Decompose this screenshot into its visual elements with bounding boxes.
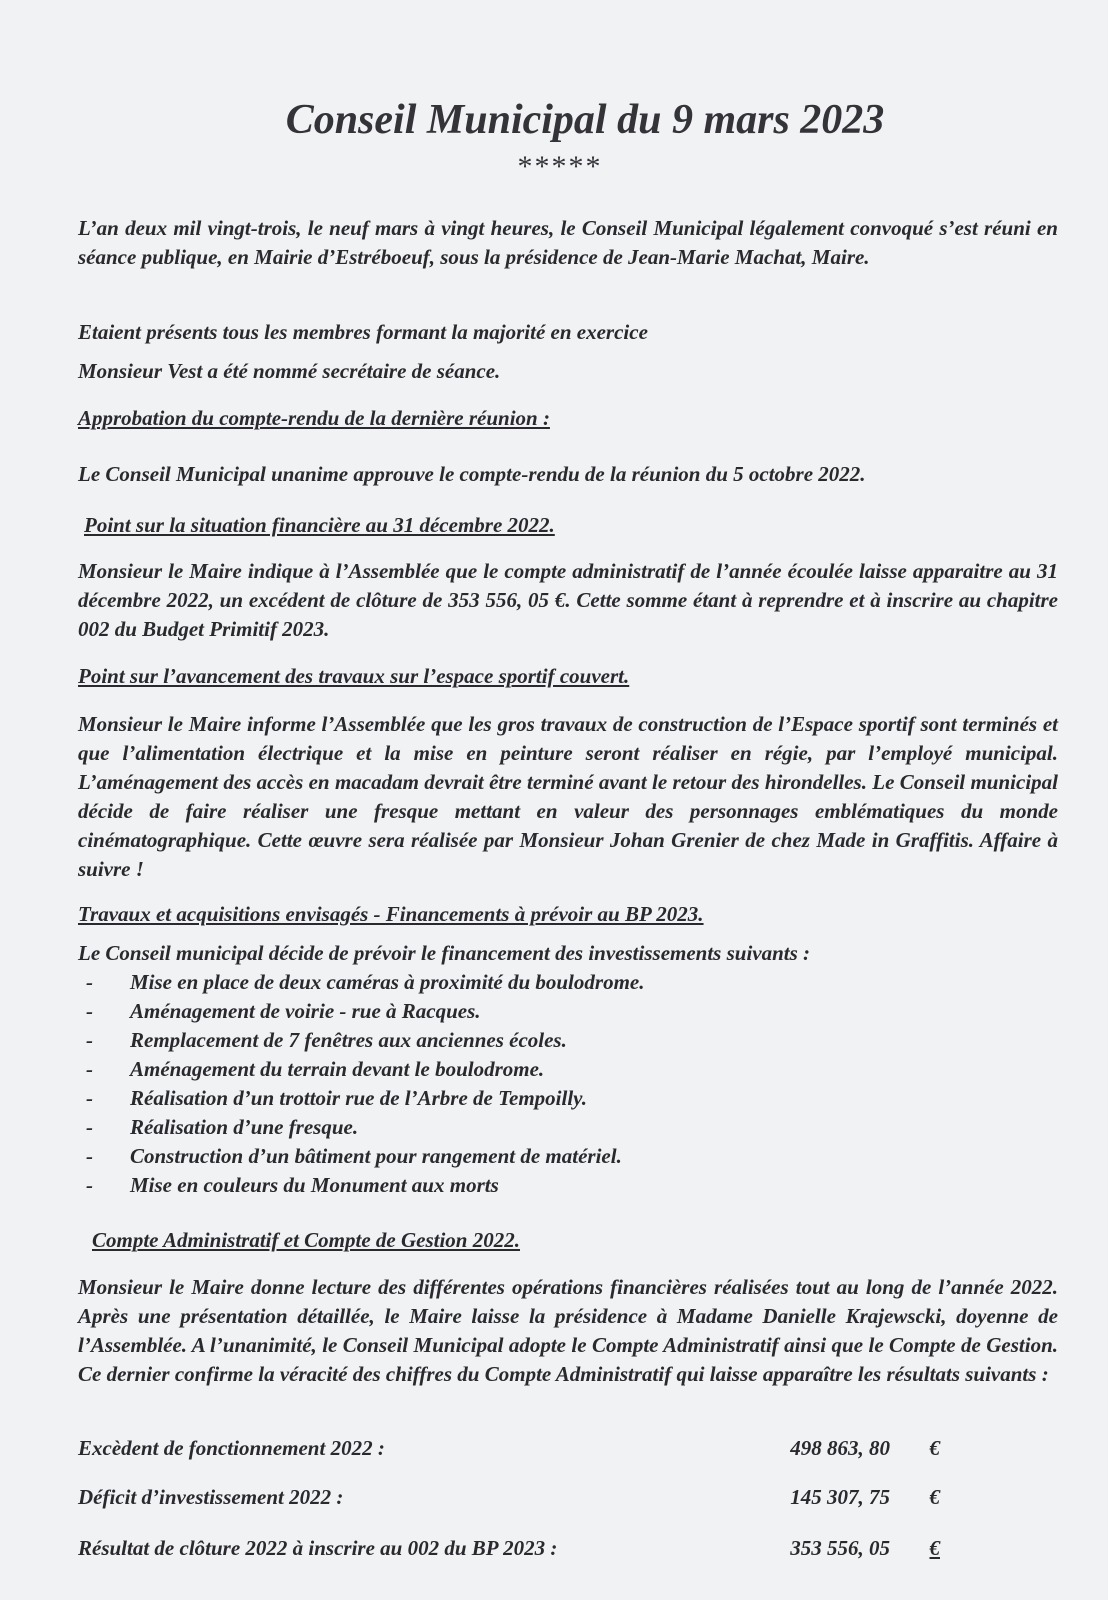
result-label: Résultat de clôture 2022 à inscrire au 002 du BP 2023 : (78, 1536, 558, 1560)
list-dash: - (86, 1028, 93, 1052)
list-dash: - (86, 1086, 93, 1110)
heading-approbation: Approbation du compte-rendu de la dernière réunion : (78, 406, 550, 430)
result-row-investissement (78, 1485, 958, 1515)
list-item (78, 997, 644, 1026)
list-item-text: Remplacement de 7 fenêtres aux anciennes écoles. (130, 1028, 567, 1052)
list-dash: - (86, 1173, 93, 1197)
list-item-text: Mise en place de deux caméras à proximité du boulodrome. (130, 970, 645, 994)
list-item-text: Mise en couleurs du Monument aux morts (130, 1173, 499, 1197)
list-item-text: Aménagement de voirie - rue à Racques. (130, 999, 481, 1023)
list-item-text: Réalisation d’un trottoir rue de l’Arbre de Tempoilly. (130, 1086, 587, 1110)
result-row-cloture (78, 1536, 958, 1566)
list-dash: - (86, 1115, 93, 1139)
heading-finances: Point sur la situation financière au 31 décembre 2022. (84, 513, 555, 537)
result-currency: € (929, 1536, 940, 1560)
investment-list (78, 968, 644, 1200)
list-item (78, 1026, 644, 1055)
list-item (78, 1142, 644, 1171)
result-label: Déficit d’investissement 2022 : (78, 1485, 344, 1509)
list-item-text: Aménagement du terrain devant le boulodrome. (130, 1057, 545, 1081)
result-amount: 145 307, 75 (790, 1485, 890, 1509)
compte-paragraph: Monsieur le Maire donne lecture des différentes opérations financières réalisées tout au long de l’année 2022. Après une présentation détaillée, le Maire laisse la présidence à Madame Danielle Krajewscki, doyenne de l’Assemblée. A l’unanimité, le Conseil Municipal adopte le Compte Administratif ainsi que le Compte de Gestion. Ce dernier confirme la véracité des chiffres du Compte Administratif qui laisse apparaître les résultats suivants : (78, 1275, 1058, 1386)
list-dash: - (86, 1057, 93, 1081)
intro-paragraph: L’an deux mil vingt-trois, le neuf mars à vingt heures, le Conseil Municipal légalement convoqué s’est réuni en séance publique, en Mairie d’Estréboeuf, sous la présidence de Jean-Marie Machat, Maire. (78, 216, 1058, 269)
title-separator: ***** (517, 150, 603, 183)
list-item (78, 1171, 644, 1200)
result-amount: 498 863, 80 (790, 1436, 890, 1460)
approbation-paragraph: Le Conseil Municipal unanime approuve le compte-rendu de la réunion du 5 octobre 2022. (78, 462, 866, 486)
list-item (78, 1113, 644, 1142)
list-item (78, 1084, 644, 1113)
secretary-paragraph: Monsieur Vest a été nommé secrétaire de séance. (78, 359, 501, 383)
heading-travaux: Point sur l’avancement des travaux sur l’espace sportif couvert. (78, 664, 630, 688)
result-row-fonctionnement (78, 1436, 958, 1466)
result-amount: 353 556, 05 (790, 1536, 890, 1560)
result-currency: € (929, 1436, 940, 1460)
result-label: Excèdent de fonctionnement 2022 : (78, 1436, 385, 1460)
list-item-text: Construction d’un bâtiment pour rangement de matériel. (130, 1144, 622, 1168)
document-title: Conseil Municipal du 9 mars 2023 (285, 97, 885, 143)
list-dash: - (86, 999, 93, 1023)
list-item-text: Réalisation d’une fresque. (130, 1115, 359, 1139)
list-dash: - (86, 970, 93, 994)
heading-acquisitions: Travaux et acquisitions envisagés - Financements à prévoir au BP 2023. (78, 902, 704, 926)
result-currency: € (929, 1485, 940, 1509)
heading-compte: Compte Administratif et Compte de Gestion 2022. (92, 1228, 520, 1252)
list-dash: - (86, 1144, 93, 1168)
attendance-paragraph: Etaient présents tous les membres formant la majorité en exercice (78, 320, 648, 344)
list-item (78, 1055, 644, 1084)
list-item (78, 968, 644, 997)
acquisitions-paragraph: Le Conseil municipal décide de prévoir le financement des investissements suivants : (78, 941, 811, 965)
travaux-paragraph: Monsieur le Maire informe l’Assemblée que les gros travaux de construction de l’Espace sportif sont terminés et que l’alimentation électrique et la mise en peinture seront réaliser en régie, par l’employé municipal. L’aménagement des accès en macadam devrait être terminé avant le retour des hirondelles. Le Conseil municipal décide de faire réaliser une fresque mettant en valeur des personnages emblématiques du monde cinématographique. Cette œuvre sera réalisée par Monsieur Johan Grenier de chez Made in Graffitis. Affaire à suivre ! (78, 712, 1058, 881)
finances-paragraph: Monsieur le Maire indique à l’Assemblée que le compte administratif de l’année écoulée laisse apparaitre au 31 décembre 2022, un excédent de clôture de 353 556, 05 €. Cette somme étant à reprendre et à inscrire au chapitre 002 du Budget Primitif 2023. (78, 559, 1058, 641)
